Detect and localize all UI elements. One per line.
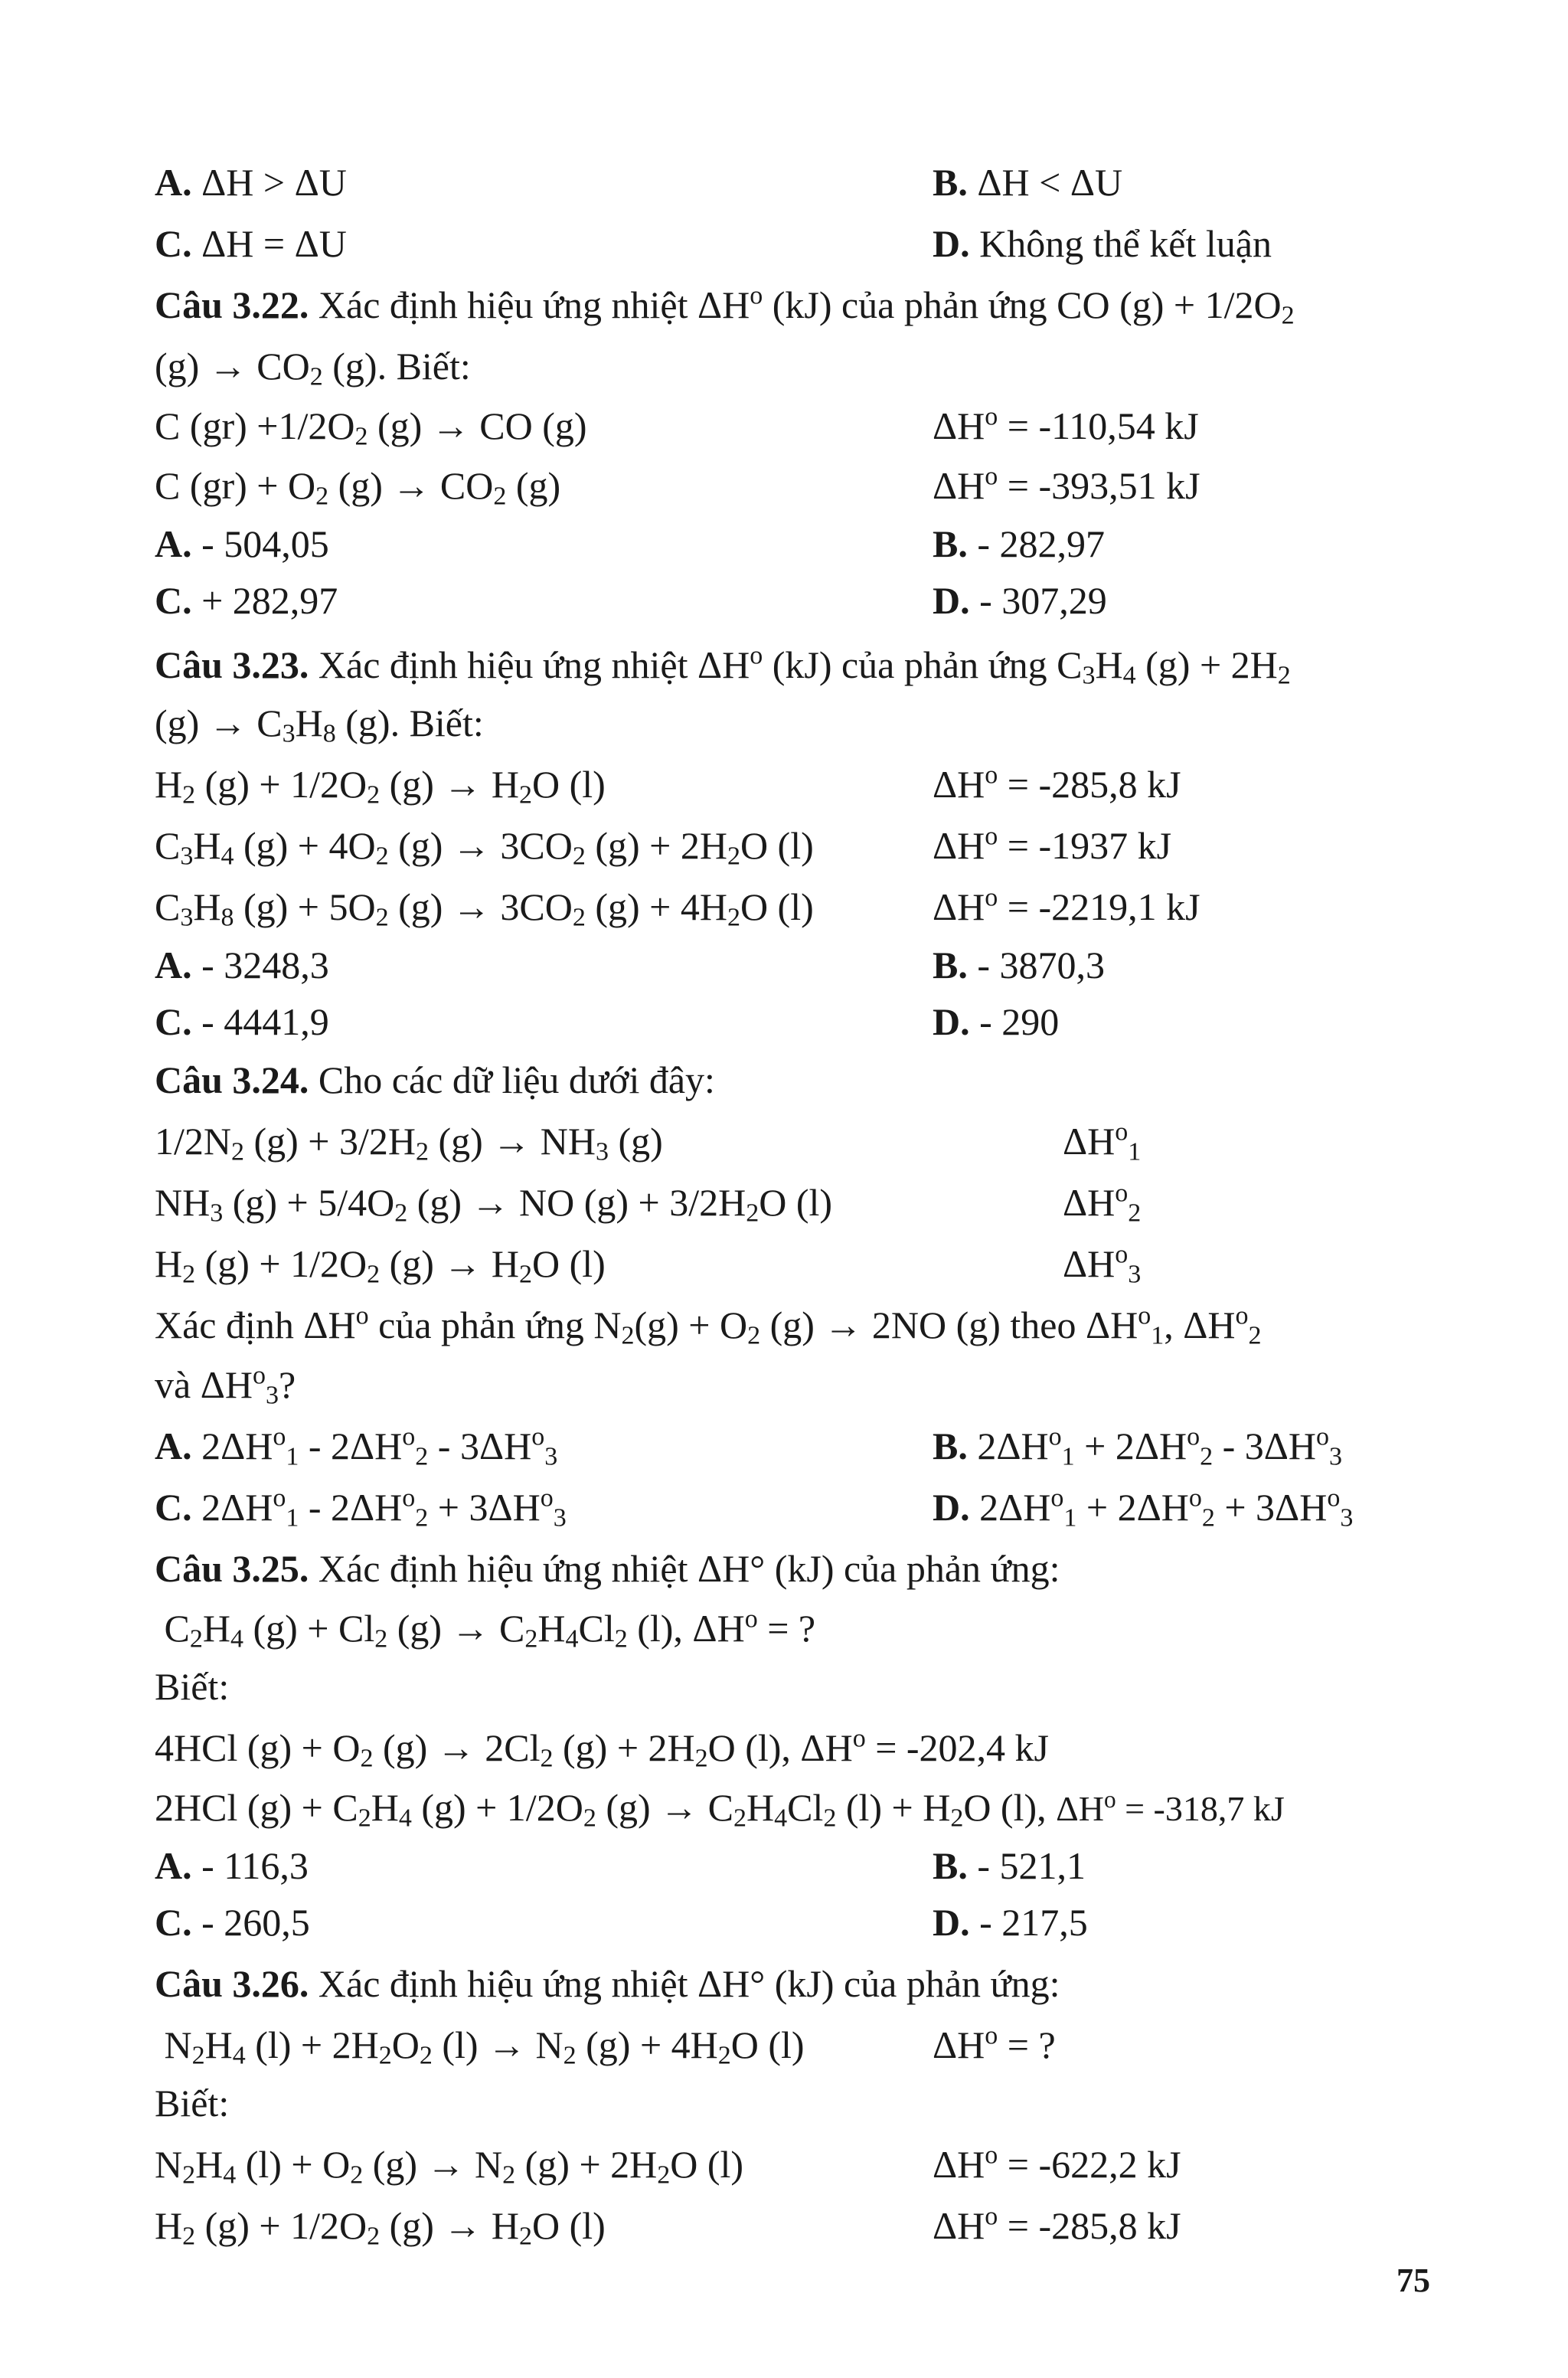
question-3-26: Câu 3.26. Xác định hiệu ứng nhiệt ΔH° (kJ) của phản ứng: (155, 1962, 1060, 2005)
question-3-22: Câu 3.22. Xác định hiệu ứng nhiệt $\Delta H^o$ (kJ) của phản ứng CO $(g) + 1/2O_2$ (155, 281, 1295, 330)
answer-B: B. - 282,97 (933, 522, 1106, 565)
answer-D: D. - 217,5 (933, 1901, 1088, 1944)
reaction: $H_2$ $(g) + 1/2O_2$ $(g) \to H_2O$ (l) (155, 2204, 606, 2251)
answer-C: C. - 4441,9 (155, 1000, 329, 1043)
enthalpy-value: $\Delta H^o = -110,54$ kJ (933, 402, 1199, 447)
answer-C: C. ΔH = ΔU (155, 222, 347, 265)
answer-C: C. + 282,97 (155, 579, 338, 622)
question-line: Xác định $\Delta H^o$ của phản ứng $N_2(g) + O_2$ (g) → 2NO (g) theo $\Delta H^o_1$, $\Delta H^o_2$ (155, 1301, 1262, 1350)
enthalpy-value: $\Delta H^o = -1937$ kJ (933, 822, 1172, 867)
answer-D: D. - 307,29 (933, 579, 1107, 622)
answer-A: A. - 3248,3 (155, 944, 329, 986)
answer-A: A. $2\Delta H^o_1 - 2\Delta H^o_2 - 3\Delta H^o_3$ (155, 1422, 558, 1471)
enthalpy-symbol: $\Delta H^o_3$ (1063, 1240, 1142, 1289)
answer-D: D. - 290 (933, 1000, 1060, 1043)
answer-C: C. - 260,5 (155, 1901, 310, 1944)
answer-C: C. $2\Delta H^o_1 - 2\Delta H^o_2 + 3\Delta H^o_3$ (155, 1483, 567, 1532)
answer-A: A. - 116,3 (155, 1844, 309, 1887)
answer-A: A. ΔH > ΔU (155, 161, 347, 204)
enthalpy-symbol: $\Delta H^o_1$ (1063, 1117, 1142, 1166)
reaction: $1/2N_2$ $(g) + 3/2H_2$ $(g) \to NH_3$ (g) (155, 1120, 663, 1166)
question-line: và $\Delta H^o_3$? (155, 1361, 296, 1410)
page-number: 75 (1396, 2262, 1430, 2299)
question-line: $(g) \to C_3H_8$ (g). Biết: (155, 702, 484, 748)
answer-B: B. $2\Delta H^o_1 + 2\Delta H^o_2 - 3\Delta H^o_3$ (933, 1422, 1343, 1471)
reaction: C $(gr) +1/2O_2$ (g) → CO (g) (155, 404, 587, 451)
reaction: $C_3H_4$ $(g) + 4O_2$ $(g) \to 3CO_2$ $(g) + 2H_2O$ (l) (155, 824, 814, 871)
question-line: $C_2H_4$ $(g) + Cl_2$ $(g) \to C_2H_4Cl_2$ (l), $\Delta H^o$ = ? (155, 1604, 816, 1653)
enthalpy-value: $\Delta H^o = -393,51$ kJ (933, 462, 1200, 507)
enthalpy-value: $\Delta H^o = -622,2$ kJ (933, 2141, 1181, 2186)
reaction: $C_3H_8$ $(g) + 5O_2$ $(g) \to 3CO_2$ $(g) + 4H_2O$ (l) (155, 885, 814, 932)
answer-B: B. ΔH < ΔU (933, 161, 1123, 204)
reaction: $H_2$ $(g) + 1/2O_2$ $(g) \to H_2O$ (l) (155, 1242, 606, 1289)
answer-B: B. - 3870,3 (933, 944, 1106, 986)
enthalpy-value: $\Delta H^o$ = ? (933, 2021, 1056, 2066)
reaction: $NH_3$ $(g) + 5/4O_2$ (g) → NO $(g) + 3/2H_2O$ (l) (155, 1181, 833, 1228)
question-line: Biết: (155, 2082, 230, 2124)
enthalpy-symbol: $\Delta H^o_2$ (1063, 1179, 1142, 1228)
question-line: Biết: (155, 1665, 230, 1708)
enthalpy-value: $\Delta H^o = -285,8$ kJ (933, 2202, 1181, 2247)
enthalpy-value: $\Delta H^o = -2219,1$ kJ (933, 883, 1200, 928)
reaction: $H_2$ $(g) + 1/2O_2$ $(g) \to H_2O$ (l) (155, 763, 606, 810)
question-line: $(g) \to CO_2$ (g). Biết: (155, 345, 471, 391)
answer-D: D. Không thể kết luận (933, 222, 1272, 265)
enthalpy-value: $\Delta H^o = -285,8$ kJ (933, 761, 1181, 806)
reaction: 4HCl $(g) + O_2$ $(g) \to 2Cl_2$ $(g) + 2H_2O$ (l), $\Delta H^o = -202,4$ kJ (155, 1724, 1049, 1773)
question-3-24: Câu 3.24. Cho các dữ liệu dưới đây: (155, 1058, 715, 1101)
answer-B: B. - 521,1 (933, 1844, 1086, 1887)
reaction: 2HCl $(g) + C_2H_4$ $(g) + 1/2O_2$ $(g) \to C_2H_4Cl_2$ $(l) + H_2O$ (l), $\Delta H^o = -318,7$ kJ (155, 1785, 1285, 1833)
question-3-25: Câu 3.25. Xác định hiệu ứng nhiệt ΔH° (kJ) của phản ứng: (155, 1547, 1060, 1590)
question-3-23: Câu 3.23. Xác định hiệu ứng nhiệt $\Delta H^o$ (kJ) của phản ứng $C_3H_4$ $(g) + 2H_2$ (155, 641, 1291, 690)
answer-D: D. $2\Delta H^o_1 + 2\Delta H^o_2 + 3\Delta H^o_3$ (933, 1483, 1354, 1532)
reaction: $N_2H_4$ $(l) + 2H_2O_2$ $(l) \to N_2$ $(g) + 4H_2O$ (l) (155, 2023, 805, 2070)
reaction: $N_2H_4$ $(l) + O_2$ $(g) \to N_2$ $(g) + 2H_2O$ (l) (155, 2143, 744, 2190)
answer-A: A. - 504,05 (155, 522, 329, 565)
reaction: C $(gr) + O_2$ $(g) \to CO_2$ (g) (155, 464, 561, 511)
